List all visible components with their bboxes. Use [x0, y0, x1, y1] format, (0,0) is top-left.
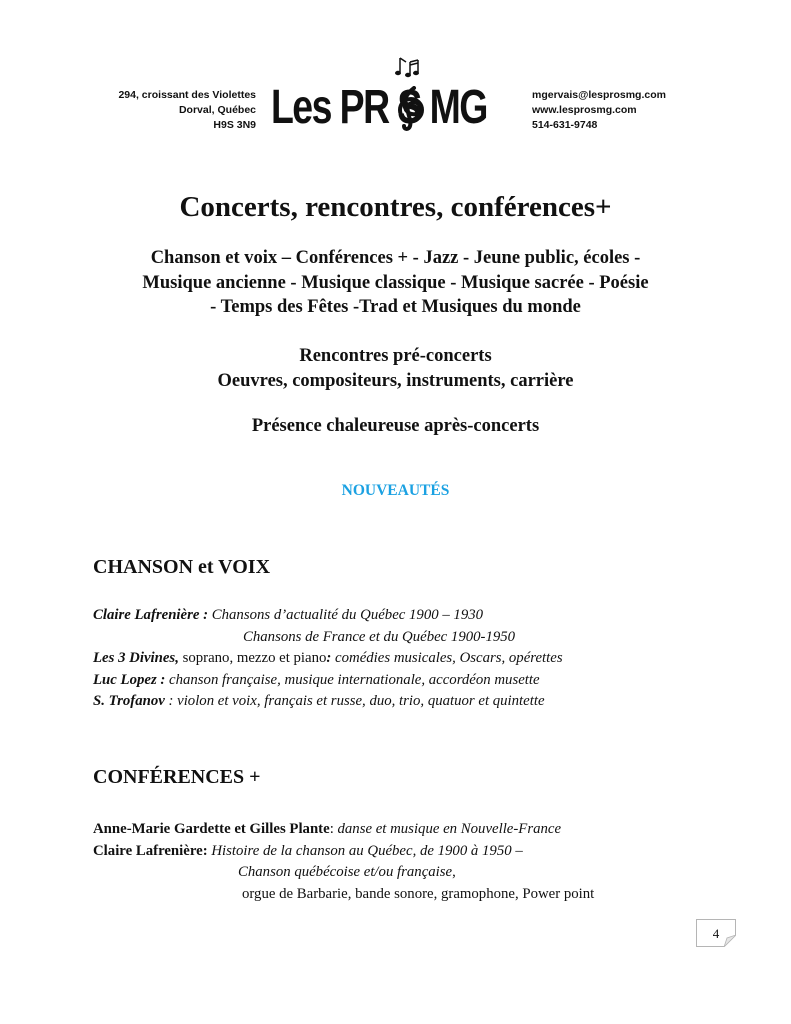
contact-phone: 514-631-9748: [532, 119, 598, 131]
nouveautes-heading: NOUVEAUTÉS: [341, 482, 450, 499]
page-title: Concerts, rencontres, conférences+: [179, 191, 612, 223]
letterhead-contact: [532, 88, 666, 133]
conferences-entries: [93, 819, 594, 905]
speaker-name: Anne-Marie Gardette et Gilles Plante: [93, 821, 330, 837]
talk-description: Chanson québécoise et/ou française: [238, 864, 453, 880]
artist-description: chanson française, musique internationale, accordéon musette: [169, 671, 540, 688]
rencontres-line: Rencontres pré-concerts: [299, 346, 492, 366]
list-item: [93, 670, 563, 692]
list-item: [93, 841, 594, 863]
page-number-box: [696, 919, 736, 947]
list-item: [93, 862, 594, 884]
talk-description: orgue de Barbarie, bande sonore, gramophone, Power point: [242, 885, 595, 902]
separator: :: [326, 650, 332, 666]
artist-description: Chansons de France et du Québec 1900-1950: [243, 628, 516, 645]
categories-line: - Temps des Fêtes -Trad et Musiques du monde: [210, 297, 581, 317]
contact-email: mgervais@lesprosmg.com: [532, 89, 666, 101]
address-line: H9S 3N9: [213, 119, 256, 131]
list-item: [93, 648, 563, 670]
address-line: Dorval, Québec: [178, 104, 256, 116]
logo-text: Les PR S MG: [271, 81, 487, 134]
list-item: [93, 605, 563, 627]
talk-description: Histoire de la chanson au Québec, de 1900 à 1950 –: [211, 842, 523, 859]
presence-text: Présence chaleureuse après-concerts: [251, 416, 540, 436]
list-item: [93, 819, 594, 841]
treble-clef-icon: [394, 86, 428, 132]
company-logo: [271, 80, 487, 136]
artist-description: comédies musicales, Oscars, opérettes: [331, 650, 563, 666]
music-notes-icon: [394, 54, 422, 80]
artist-description: Chansons d’actualité du Québec 1900 – 1930: [211, 607, 484, 623]
separator: :: [329, 821, 338, 837]
list-item: [93, 884, 594, 906]
page-curl-icon: [724, 935, 736, 947]
page-number: 4: [712, 926, 720, 941]
contact-website: www.lesprosmg.com: [532, 104, 637, 116]
letterhead-address: [108, 88, 256, 133]
rencontres-line: Oeuvres, compositeurs, instruments, carrière: [217, 370, 574, 391]
list-item: [93, 627, 563, 649]
address-line: 294, croissant des Violettes: [118, 89, 256, 101]
chanson-entries: [93, 605, 563, 713]
artist-name: Luc Lopez :: [93, 671, 170, 688]
categories-line: Chanson et voix – Conférences + - Jazz - Jeune public, écoles -: [150, 248, 641, 268]
artist-name: Claire Lafrenière :: [93, 607, 212, 623]
presence-line: [0, 414, 791, 439]
artist-formation: soprano, mezzo et piano: [178, 650, 327, 666]
section-heading-chanson: CHANSON et VOIX: [93, 556, 271, 578]
separator: ,: [452, 864, 456, 880]
artist-name: S. Trofanov: [93, 693, 165, 709]
talk-description: danse et musique en Nouvelle-France: [337, 821, 562, 837]
speaker-name: Claire Lafrenière:: [93, 842, 212, 859]
artist-name: Les 3 Divines,: [93, 650, 179, 666]
categories-line: Musique ancienne - Musique classique - Musique sacrée - Poésie: [142, 272, 649, 293]
rencontres-block: [0, 344, 791, 393]
categories-block: [0, 246, 791, 320]
artist-description: : violon et voix, français et russe, duo, trio, quatuor et quintette: [164, 693, 545, 709]
section-heading-conferences: CONFÉRENCES +: [93, 766, 261, 788]
list-item: [93, 691, 563, 713]
